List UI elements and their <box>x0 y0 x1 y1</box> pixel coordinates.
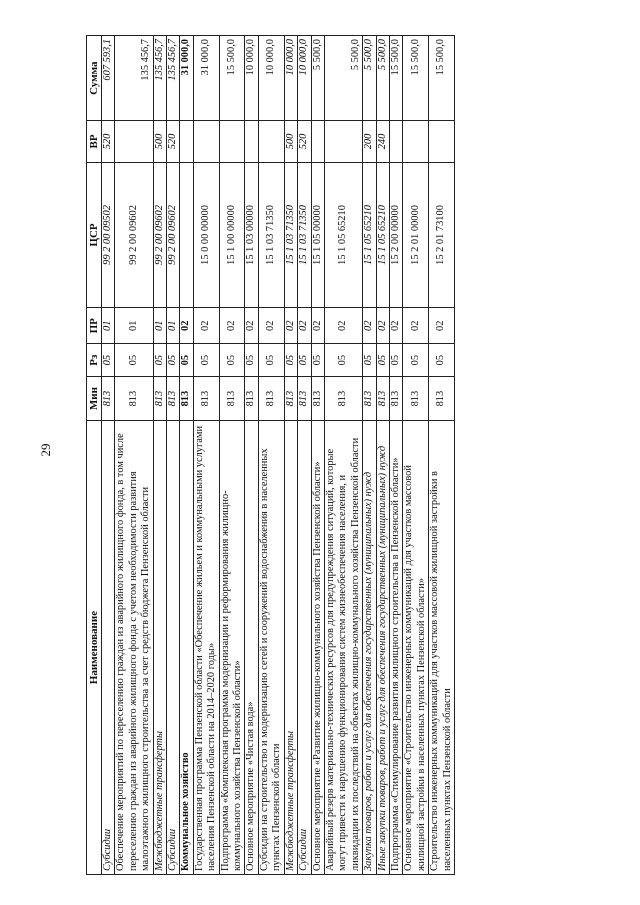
cell-pr: 02 <box>245 308 258 344</box>
cell-name: Межбюджетные трансферты <box>284 421 297 875</box>
budget-table <box>86 35 455 875</box>
cell-csr: 15 2 01 73100 <box>429 162 455 308</box>
cell-vr: 240 <box>376 121 389 162</box>
col-header-pr: ПР <box>87 308 102 344</box>
header-row <box>87 36 102 875</box>
cell-vr: 520 <box>298 121 311 162</box>
cell-sum: 5 500,0 <box>311 36 324 121</box>
cell-vr: 520 <box>167 121 180 162</box>
cell-rz: 05 <box>153 344 166 377</box>
cell-min: 813 <box>363 377 376 421</box>
table-row <box>219 36 245 875</box>
cell-csr: 15 1 05 00000 <box>311 162 324 308</box>
table-row <box>258 36 284 875</box>
col-header-vr: ВР <box>87 121 102 162</box>
cell-csr: 99 2 00 09602 <box>167 162 180 308</box>
table-row <box>180 36 193 875</box>
col-header-csr: ЦСР <box>87 162 102 308</box>
cell-vr <box>115 121 153 162</box>
cell-name: Подпрограмма «Стимулирование развития жилищного строительства в Пензенской области» <box>389 421 402 875</box>
cell-name: Строительство инженерных коммуникаций для участков массовой жилищной застройки в населенных пунктах Пензенской области <box>429 421 455 875</box>
cell-csr: 15 2 01 00000 <box>403 162 429 308</box>
cell-min: 813 <box>193 377 219 421</box>
cell-sum: 15 500,0 <box>389 36 402 121</box>
table-row <box>298 36 311 875</box>
cell-csr: 99 2 00 09602 <box>115 162 153 308</box>
cell-rz: 05 <box>219 344 245 377</box>
cell-rz: 05 <box>429 344 455 377</box>
cell-pr: 02 <box>363 308 376 344</box>
cell-vr <box>403 121 429 162</box>
col-header-sum: Сумма <box>87 36 102 121</box>
cell-min: 813 <box>153 377 166 421</box>
cell-pr: 02 <box>258 308 284 344</box>
table-row <box>193 36 219 875</box>
cell-name: Субсидии <box>298 421 311 875</box>
cell-csr: 15 0 00 00000 <box>193 162 219 308</box>
cell-sum: 10 000,0 <box>298 36 311 121</box>
cell-pr: 02 <box>389 308 402 344</box>
cell-name: Субсидии на строительство и модернизацию сетей и сооружений водоснабжения в населенных пунктах Пензенской области <box>258 421 284 875</box>
cell-name: Основное мероприятие «Строительство инженерных коммуникаций для участков массовой жилищной застройки в населенных пунктах Пензенской области» <box>403 421 429 875</box>
cell-pr: 02 <box>219 308 245 344</box>
cell-sum: 135 456,7 <box>115 36 153 121</box>
cell-pr: 02 <box>376 308 389 344</box>
cell-rz: 05 <box>389 344 402 377</box>
cell-min: 813 <box>311 377 324 421</box>
cell-pr: 01 <box>153 308 166 344</box>
cell-rz: 05 <box>363 344 376 377</box>
cell-vr: 500 <box>284 121 297 162</box>
cell-rz: 05 <box>258 344 284 377</box>
cell-sum: 10 000,0 <box>284 36 297 121</box>
cell-pr: 02 <box>324 308 362 344</box>
col-header-rz: Рз <box>87 344 102 377</box>
cell-pr: 02 <box>180 308 193 344</box>
cell-name: Закупка товаров, работ и услуг для обеспечения государственных (муниципальных) нужд <box>363 421 376 875</box>
cell-csr: 99 2 00 09502 <box>102 162 115 308</box>
cell-csr: 15 1 05 65210 <box>376 162 389 308</box>
col-header-min: Мин <box>87 377 102 421</box>
table-row <box>376 36 389 875</box>
cell-sum: 15 500,0 <box>219 36 245 121</box>
cell-name: Основное мероприятие «Чистая вода» <box>245 421 258 875</box>
cell-sum: 15 500,0 <box>429 36 455 121</box>
cell-name: Аварийный резерв материально-технических ресурсов для предупреждения ситуаций, которые могут привести к нарушению функционирования систем жизнеобеспечения населения, и ликвидации их последствий на объектах жилищно-коммунального хозяйства Пензенской области <box>324 421 362 875</box>
cell-rz: 05 <box>180 344 193 377</box>
cell-rz: 05 <box>324 344 362 377</box>
cell-name: Субсидии <box>167 421 180 875</box>
cell-name: Коммунальное хозяйство <box>180 421 193 875</box>
cell-min: 813 <box>376 377 389 421</box>
cell-vr <box>389 121 402 162</box>
cell-sum: 10 000,0 <box>245 36 258 121</box>
table-row <box>102 36 115 875</box>
cell-name: Субсидии <box>102 421 115 875</box>
cell-name: Подпрограмма «Комплексная программа модернизации и реформирования жилищно-коммунального хозяйства Пензенской области» <box>219 421 245 875</box>
table-row <box>284 36 297 875</box>
cell-min: 813 <box>180 377 193 421</box>
cell-rz: 05 <box>102 344 115 377</box>
cell-vr <box>193 121 219 162</box>
table-row <box>324 36 362 875</box>
cell-rz: 05 <box>115 344 153 377</box>
col-header-name: Наименование <box>87 421 102 875</box>
cell-min: 813 <box>167 377 180 421</box>
cell-sum: 5 500,0 <box>363 36 376 121</box>
cell-rz: 05 <box>284 344 297 377</box>
cell-vr: 500 <box>153 121 166 162</box>
cell-sum: 31 000,0 <box>180 36 193 121</box>
cell-sum: 15 500,0 <box>403 36 429 121</box>
table-row <box>167 36 180 875</box>
cell-rz: 05 <box>311 344 324 377</box>
cell-rz: 05 <box>167 344 180 377</box>
cell-min: 813 <box>429 377 455 421</box>
table-row <box>115 36 153 875</box>
cell-pr: 02 <box>311 308 324 344</box>
table-row <box>363 36 376 875</box>
cell-csr: 15 1 00 00000 <box>219 162 245 308</box>
cell-vr: 200 <box>363 121 376 162</box>
cell-min: 813 <box>115 377 153 421</box>
cell-csr: 15 2 00 00000 <box>389 162 402 308</box>
cell-sum: 135 456,7 <box>153 36 166 121</box>
cell-csr: 15 1 03 71350 <box>298 162 311 308</box>
cell-pr: 01 <box>115 308 153 344</box>
cell-min: 813 <box>389 377 402 421</box>
cell-sum: 5 500,0 <box>324 36 362 121</box>
cell-vr: 520 <box>102 121 115 162</box>
cell-pr: 02 <box>429 308 455 344</box>
table-row <box>245 36 258 875</box>
table-body <box>102 36 455 875</box>
table-row <box>429 36 455 875</box>
cell-rz: 05 <box>403 344 429 377</box>
cell-vr <box>429 121 455 162</box>
table-row <box>153 36 166 875</box>
cell-csr: 15 1 03 71350 <box>284 162 297 308</box>
cell-min: 813 <box>258 377 284 421</box>
cell-min: 813 <box>284 377 297 421</box>
cell-vr <box>219 121 245 162</box>
cell-pr: 02 <box>298 308 311 344</box>
cell-rz: 05 <box>245 344 258 377</box>
table-row <box>389 36 402 875</box>
cell-pr: 02 <box>403 308 429 344</box>
table-row <box>403 36 429 875</box>
cell-sum: 135 456,7 <box>167 36 180 121</box>
page-number: 29 <box>38 443 53 457</box>
cell-csr: 15 1 03 00000 <box>245 162 258 308</box>
cell-pr: 01 <box>167 308 180 344</box>
cell-min: 813 <box>298 377 311 421</box>
cell-name: Иные закупки товаров, работ и услуг для обеспечения государственных (муниципальных) нужд <box>376 421 389 875</box>
cell-name: Основное мероприятие «Развитие жилищно-коммунального хозяйства Пензенской области» <box>311 421 324 875</box>
cell-min: 813 <box>219 377 245 421</box>
cell-rz: 05 <box>298 344 311 377</box>
cell-rz: 05 <box>376 344 389 377</box>
cell-sum: 31 000,0 <box>193 36 219 121</box>
cell-csr <box>180 162 193 308</box>
cell-min: 813 <box>102 377 115 421</box>
cell-csr: 99 2 00 09602 <box>153 162 166 308</box>
cell-sum: 607 593,1 <box>102 36 115 121</box>
cell-vr <box>180 121 193 162</box>
cell-sum: 5 500,0 <box>376 36 389 121</box>
cell-pr: 01 <box>102 308 115 344</box>
cell-name: Обеспечение мероприятий по переселению граждан из аварийного жилищного фонда, в том числе переселению граждан из аварийного жилищного фонда с учетом необходимости развития малоэтажного жилищного строительства за счет средств бюджета Пензенской области <box>115 421 153 875</box>
cell-min: 813 <box>403 377 429 421</box>
cell-vr <box>245 121 258 162</box>
cell-vr <box>258 121 284 162</box>
table-row <box>311 36 324 875</box>
cell-csr: 15 1 05 65210 <box>324 162 362 308</box>
cell-csr: 15 1 03 71350 <box>258 162 284 308</box>
cell-rz: 05 <box>193 344 219 377</box>
cell-pr: 02 <box>193 308 219 344</box>
cell-name: Межбюджетные трансферты <box>153 421 166 875</box>
cell-min: 813 <box>245 377 258 421</box>
rotated-page <box>86 35 626 875</box>
cell-min: 813 <box>324 377 362 421</box>
cell-name: Государственная программа Пензенской области «Обеспечение жильем и коммунальными услугами населения Пензенской области на 2014–2020 годы» <box>193 421 219 875</box>
cell-sum: 10 000,0 <box>258 36 284 121</box>
cell-csr: 15 1 05 65210 <box>363 162 376 308</box>
cell-pr: 02 <box>284 308 297 344</box>
cell-vr <box>324 121 362 162</box>
cell-vr <box>311 121 324 162</box>
